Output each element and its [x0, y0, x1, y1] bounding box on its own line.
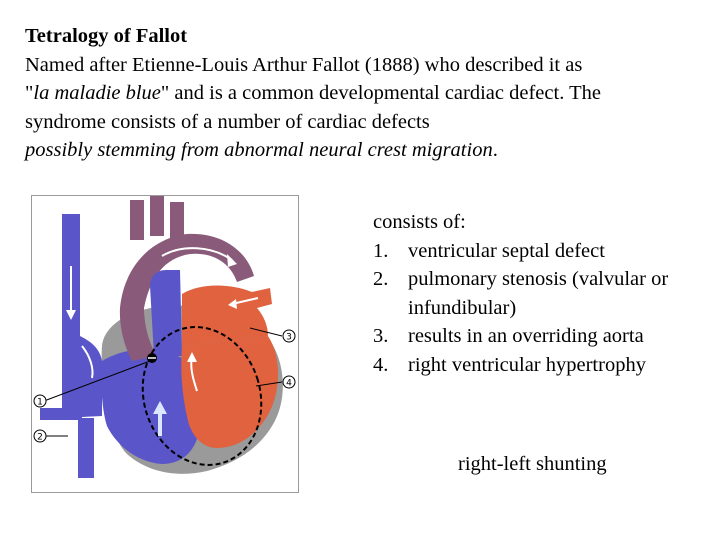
- venous-branch: [40, 408, 82, 420]
- marker-2: [34, 430, 46, 443]
- heart-illustration: [32, 196, 298, 492]
- left-atrium: [182, 286, 272, 347]
- svg-text:4: 4: [286, 378, 292, 389]
- svg-text:3: 3: [286, 332, 292, 343]
- intro-line-2-rest: " and is a common developmental cardiac defect. The: [160, 82, 601, 104]
- superior-vena-cava: [62, 214, 102, 418]
- marker-4: [283, 376, 295, 389]
- aortic-branch-3: [170, 202, 184, 240]
- list-item: 3. results in an overriding aorta: [373, 325, 644, 347]
- intro-line-3: syndrome consists of a number of cardiac defects: [25, 110, 430, 133]
- inferior-vena-cava: [78, 418, 94, 478]
- intro-line-1: Named after Etienne-Louis Arthur Fallot (1888) who described it as: [25, 53, 583, 76]
- heart-diagram: [31, 195, 299, 493]
- quote-open: ": [25, 82, 34, 104]
- defect-list: [373, 208, 718, 379]
- list-item: 4. right ventricular hypertrophy: [373, 353, 646, 376]
- defect-items: [373, 237, 718, 380]
- intro-paragraph: [25, 22, 715, 165]
- page-title: Tetralogy of Fallot: [25, 25, 188, 47]
- intro-line-4: [25, 136, 715, 165]
- svg-text:2: 2: [37, 432, 43, 443]
- disease-nickname: la maladie blue: [33, 82, 161, 104]
- shunting-note: right-left shunting: [458, 453, 607, 475]
- marker-3: [283, 330, 295, 343]
- overriding-aorta: [150, 270, 182, 356]
- defect-list-header: consists of:: [373, 211, 466, 233]
- list-item: 2. pulmonary stenosis (valvular or infundibular): [373, 268, 669, 319]
- list-item: 1. ventricular septal defect: [373, 239, 605, 262]
- aortic-branch-1: [130, 200, 144, 240]
- aortic-branch-2: [150, 196, 164, 236]
- marker-1: [34, 395, 46, 408]
- neural-crest-note: possibly stemming from abnormal neural crest migration: [25, 139, 493, 161]
- intro-line-2: [25, 79, 715, 108]
- svg-text:1: 1: [37, 397, 43, 408]
- period: .: [492, 139, 498, 161]
